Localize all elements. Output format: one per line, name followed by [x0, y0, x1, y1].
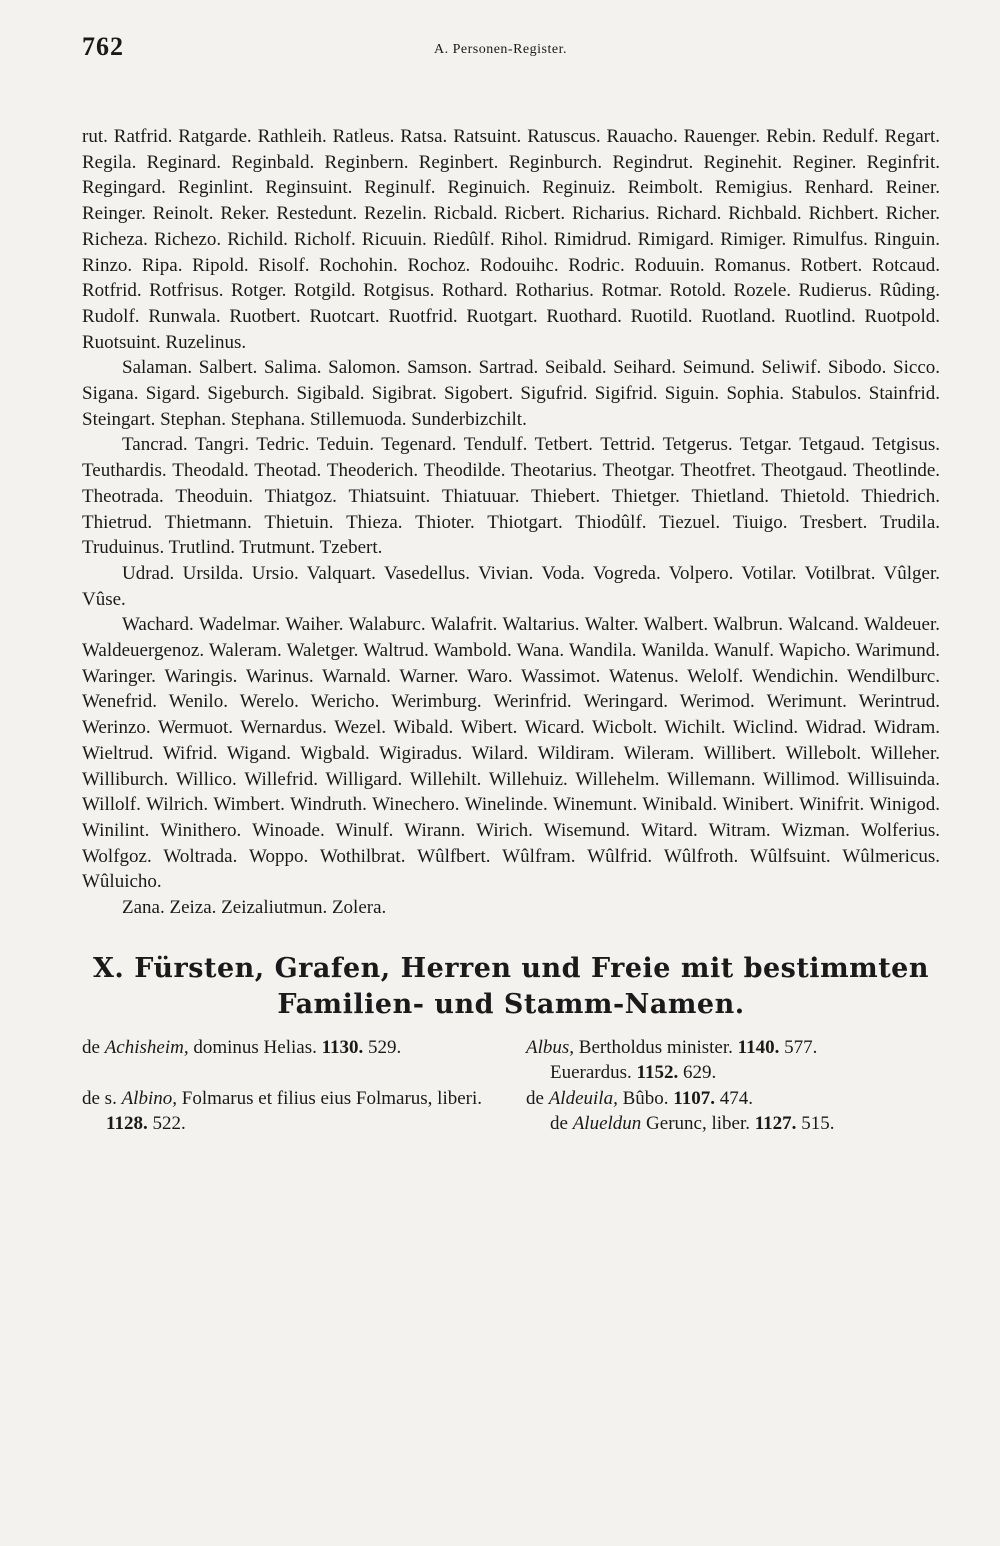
entry-place: Albino,	[121, 1087, 177, 1109]
entry-albino: de s. Albino, Folmarus et filius eius Folmarus, liberi. 1128. 522.	[82, 1087, 483, 1135]
register-paragraph-uv: Udrad. Ursilda. Ursio. Valquart. Vasedellus. Vivian. Voda. Vogreda. Volpero. Votilar. Votilbrat. Vûlger. Vûse.	[82, 562, 940, 610]
section-title: X. Fürsten, Grafen, Herren und Freie mit bestimmten Familien- und Stamm-Namen.	[92, 952, 929, 1020]
register-paragraph-s: Salaman. Salbert. Salima. Salomon. Samson. Sartrad. Seibald. Seihard. Seimund. Seliwif. Sibodo. Sicco. Sigana. Sigard. Sigeburch. Sigibald. Sigibrat. Sigobert. Sigufrid. Sigifrid. Siguin. Sophia. Stabulos. Stainfrid. Steingart. Stephan. Stephana. Stillemuoda. Sunderbizchilt.	[82, 357, 940, 430]
entry-year: 1107.	[673, 1087, 715, 1109]
page-number: 762	[82, 32, 124, 61]
entry-albus: Albus, Bertholdus minister. 1140. 577. Euerardus. 1152. 629.	[526, 1036, 818, 1084]
register-paragraph-r: rut. Ratfrid. Ratgarde. Rathleih. Ratleus. Ratsa. Ratsuint. Ratuscus. Rauacho. Rauenger. Rebin. Redulf. Regart. Regila. Reginard. Reginbald. Reginbern. Reginbert. Reginburch. Regindrut. Reginehit. Reginer. Reginfrit. Regingard. Reginlint. Reginsuint. Reginulf. Reginuich. Reginuiz. Reimbolt. Remigius. Renhard. Reiner. Reinger. Reinolt. Reker. Restedunt. Rezelin. Ricbald. Ricbert. Richarius. Richard. Richbald. Richbert. Richer. Richeza. Richezo. Richild. Richolf. Ricuuin. Riedûlf. Rihol. Rimidrud. Rimigard. Rimiger. Rimulfus. Ringuin. Rinzo. Ripa. Ripold. Risolf. Rochohin. Rochoz. Rodouihc. Rodric. Roduuin. Romanus. Rotbert. Rotcaud. Rotfrid. Rotfrisus. Rotger. Rotgild. Rotgisus. Rothard. Rotharius. Rotmar. Rotold. Rozele. Rudierus. Rûding. Rudolf. Runwala. Ruotbert. Ruotcart. Ruotfrid. Ruotgart. Ruothard. Ruotild. Ruotland. Ruotlind. Ruotpold. Ruotsuint. Ruzelinus.	[82, 126, 940, 353]
noble-entries	[82, 1035, 940, 1137]
entry-place: Aldeuila,	[548, 1087, 618, 1109]
running-head: A. Personen-Register.	[434, 42, 567, 57]
register-paragraph-w: Wachard. Wadelmar. Waiher. Walaburc. Walafrit. Waltarius. Walter. Walbert. Walbrun. Walcand. Waldeuer. Waldeuergenoz. Waleram. Waletger. Waltrud. Wambold. Wana. Wandila. Wanilda. Wanulf. Wapicho. Warimund. Waringer. Waringis. Warinus. Warnald. Warner. Waro. Wassimot. Watenus. Welolf. Wendichin. Wendilburc. Wenefrid. Wenilo. Werelo. Wericho. Werimburg. Werinfrid. Weringard. Werimod. Werimunt. Werintrud. Werinzo. Wermuot. Wernardus. Wezel. Wibald. Wibert. Wicard. Wicbolt. Wichilt. Wiclind. Widrad. Widram. Wieltrud. Wifrid. Wigand. Wigbald. Wigiradus. Wilard. Wildiram. Wileram. Willibert. Willebolt. Willeher. Williburch. Willico. Willefrid. Willigard. Willehilt. Willehuiz. Willehelm. Willemann. Willimod. Willisuinda. Willolf. Wilrich. Wimbert. Windruth. Winechero. Winelinde. Winemunt. Winibald. Winibert. Winifrit. Winigod. Winilint. Winithero. Winoade. Winulf. Wirann. Wirich. Wisemund. Witard. Witram. Wizman. Wolferius. Wolfgoz. Woltrada. Woppo. Wothilbrat. Wûlfbert. Wûlfram. Wûlfrid. Wûlfroth. Wûlfsuint. Wûlmericus. Wûluicho.	[82, 614, 940, 893]
entry-place: Alueldun	[572, 1113, 642, 1135]
book-page	[82, 30, 940, 1137]
entry-year: 1128.	[106, 1113, 148, 1135]
page-header	[82, 30, 940, 70]
entry-year: 1152.	[636, 1062, 679, 1084]
entry-year: 1130.	[321, 1036, 364, 1058]
entry-aldeuila: de Aldeuila, Bûbo. 1107. 474. de Alueldun Gerunc, liber. 1127. 515.	[526, 1087, 835, 1135]
register-paragraph-z: Zana. Zeiza. Zeizaliutmun. Zolera.	[122, 897, 387, 919]
register-paragraph-t: Tancrad. Tangri. Tedric. Teduin. Tegenard. Tendulf. Tetbert. Tettrid. Tetgerus. Tetgar. Tetgaud. Tetgisus. Teuthardis. Theodald. Theotad. Theoderich. Theodilde. Theotarius. Theotgar. Theotfret. Theotgaud. Theotlinde. Theotrada. Theoduin. Thiatgoz. Thiatsuint. Thiatuuar. Thiebert. Thietger. Thietland. Thietold. Thiedrich. Thietrud. Thietmann. Thietuin. Thieza. Thioter. Thiotgart. Thiodûlf. Tiezuel. Tiuigo. Tresbert. Trudila. Truduinus. Trutlind. Trutmunt. Tzebert.	[82, 434, 940, 559]
entry-year: 1140.	[737, 1036, 780, 1058]
entry-achisheim: de Achisheim, dominus Helias. 1130. 529.	[82, 1036, 402, 1058]
entry-year: 1127.	[754, 1113, 797, 1135]
entry-place: Achisheim,	[104, 1036, 189, 1058]
entry-place: Albus,	[526, 1036, 575, 1058]
